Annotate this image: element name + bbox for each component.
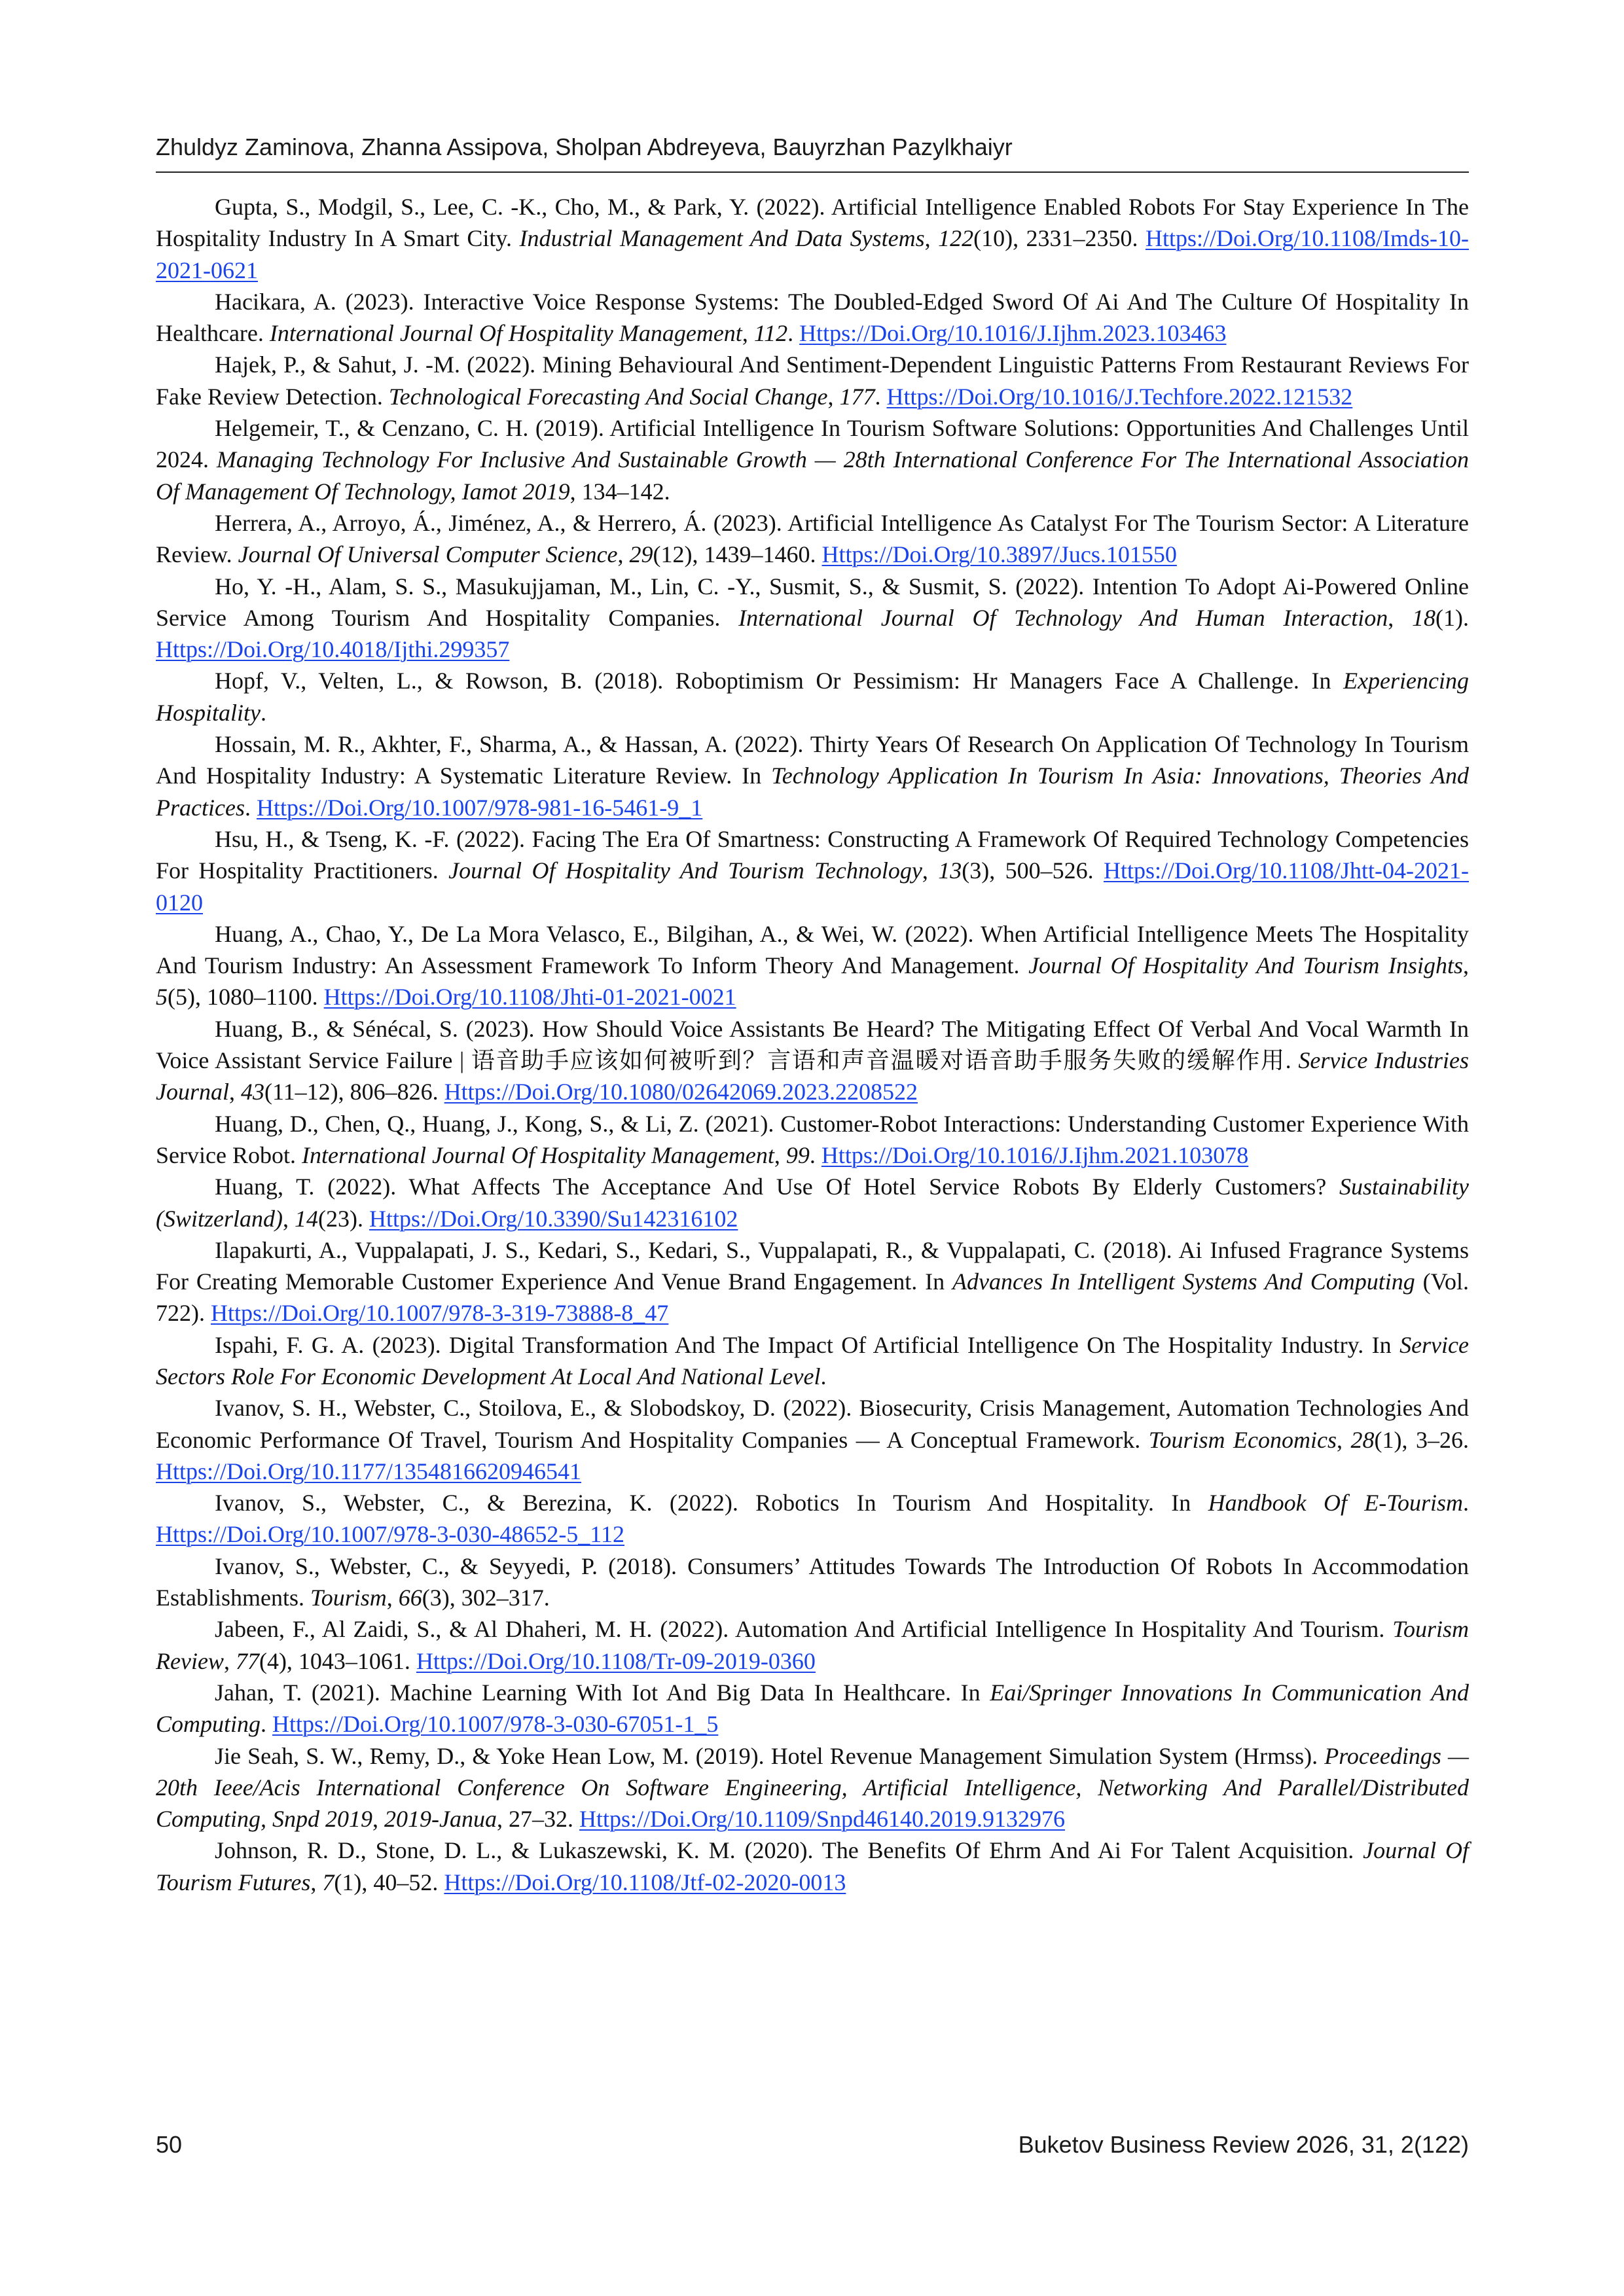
doi-link[interactable]: Https://Doi.Org/10.1108/Jhti-01-2021-0021 bbox=[323, 984, 736, 1011]
reference-entry: Ivanov, S. H., Webster, C., Stoilova, E., & Slobodskoy, D. (2022). Biosecurity, Crisis Management, Automation Technologies And Economic Performance Of Travel, Tourism And Hospitality Companies — A Conceptual Framework. Tourism Economics, 28(1), 3–26. Https://Doi.Org/10.1177/1354816620946541 bbox=[156, 1395, 1469, 1484]
reference-list bbox=[156, 191, 1469, 1898]
reference-volume: 28 bbox=[1350, 1426, 1375, 1453]
doi-link[interactable]: Https://Doi.Org/10.1177/1354816620946541 bbox=[156, 1458, 582, 1484]
reference-entry: Herrera, A., Arroyo, Á., Jiménez, A., & Herrero, Á. (2023). Artificial Intelligence As Catalyst For The Tourism Sector: A Literature Review. Journal Of Universal Computer Science, 29(12), 1439–1460. Https://Doi.Org/10.3897/Jucs.101550 bbox=[156, 509, 1469, 568]
reference-source: Handbook Of E-Tourism bbox=[1208, 1490, 1463, 1516]
page-footer bbox=[156, 2130, 1469, 2159]
reference-entry: Huang, T. (2022). What Affects The Acceptance And Use Of Hotel Service Robots By Elderly Customers? Sustainability (Switzerland), 14(23). Https://Doi.Org/10.3390/Su142316102 bbox=[156, 1174, 1469, 1232]
reference-volume: 13 bbox=[938, 857, 962, 884]
reference-entry: Ilapakurti, A., Vuppalapati, J. S., Kedari, S., Kedari, S., Vuppalapati, R., & Vuppalapati, C. (2018). Ai Infused Fragrance Systems For Creating Memorable Customer Experience And Venue Brand Engagement. In Advances In Intelligent Systems And Computing (Vol. 722). Https://Doi.Org/10.1007/978-3-319-73888-8_47 bbox=[156, 1236, 1469, 1327]
reference-source: Journal Of Universal Computer Science bbox=[238, 541, 618, 568]
reference-entry: Jie Seah, S. W., Remy, D., & Yoke Hean Low, M. (2019). Hotel Revenue Management Simulation System (Hrmss). Proceedings — 20th Ieee/Acis International Conference On Software Engineering, Artificial Intelligence, Networking And Parallel/Distributed Computing, Snpd 2019, 2019-Janua, 27–32. Https://Doi.Org/10.1109/Snpd46140.2019.9132976 bbox=[156, 1742, 1469, 1833]
reference-entry: Hsu, H., & Tseng, K. -F. (2022). Facing The Era Of Smartness: Constructing A Framework Of Required Technology Competencies For Hospitality Practitioners. Journal Of Hospitality And Tourism Technology, 13(3), 500–526. Https://Doi.Org/10.1108/Jhtt-04-2021-0120 bbox=[156, 825, 1469, 916]
reference-source: Technological Forecasting And Social Change bbox=[388, 383, 828, 410]
reference-source: Proceedings — 20th Ieee/Acis International Conference On Software Engineering, Artificial Intelligence, Networking And Parallel/Distributed Computing, Snpd 2019 bbox=[156, 1742, 1469, 1833]
reference-source: Industrial Management And Data Systems bbox=[519, 225, 925, 252]
reference-entry: Ivanov, S., Webster, C., & Berezina, K. (2022). Robotics In Tourism And Hospitality. In Handbook Of E-Tourism. Https://Doi.Org/10.1007/978-3-030-48652-5_112 bbox=[156, 1490, 1469, 1548]
doi-link[interactable]: Https://Doi.Org/10.4018/Ijthi.299357 bbox=[156, 636, 510, 663]
reference-source: Managing Technology For Inclusive And Sustainable Growth — 28th International Conference For The International Association Of Management Of Technology, Iamot 2019 bbox=[156, 446, 1470, 505]
reference-entry: Huang, A., Chao, Y., De La Mora Velasco, E., Bilgihan, A., & Wei, W. (2022). When Artificial Intelligence Meets The Hospitality And Tourism Industry: An Assessment Framework To Inform Theory And Management. Journal Of Hospitality And Tourism Insights, 5(5), 1080–1100. Https://Doi.Org/10.1108/Jhti-01-2021-0021 bbox=[156, 920, 1469, 1011]
doi-link[interactable]: Https://Doi.Org/10.1007/978-981-16-5461-9_1 bbox=[256, 794, 703, 821]
reference-source: Journal Of Hospitality And Tourism Technology bbox=[448, 857, 922, 884]
doi-link[interactable]: Https://Doi.Org/10.1108/Tr-09-2019-0360 bbox=[416, 1647, 816, 1674]
reference-source: Tourism Review bbox=[156, 1616, 1469, 1674]
reference-volume: 66 bbox=[398, 1585, 422, 1611]
reference-volume: 177 bbox=[839, 383, 875, 410]
reference-entry: Johnson, R. D., Stone, D. L., & Lukaszewski, K. M. (2020). The Benefits Of Ehrm And Ai For Talent Acquisition. Journal Of Tourism Futures, 7(1), 40–52. Https://Doi.Org/10.1108/Jtf-02-2020-0013 bbox=[156, 1837, 1469, 1895]
doi-link[interactable]: Https://Doi.Org/10.1016/J.Techfore.2022.121532 bbox=[886, 383, 1353, 410]
doi-link[interactable]: Https://Doi.Org/10.3897/Jucs.101550 bbox=[821, 541, 1177, 568]
page-number: 50 bbox=[156, 2131, 183, 2158]
reference-source: International Journal Of Technology And Human Interaction bbox=[738, 604, 1388, 631]
reference-volume: 18 bbox=[1412, 604, 1436, 631]
reference-entry: Hajek, P., & Sahut, J. -M. (2022). Mining Behavioural And Sentiment-Dependent Linguistic Patterns From Restaurant Reviews For Fake Review Detection. Technological Forecasting And Social Change, 177. Https://Doi.Org/10.1016/J.Techfore.2022.121532 bbox=[156, 351, 1469, 410]
reference-source: Technology Application In Tourism In Asia: Innovations, Theories And Practices bbox=[156, 762, 1469, 821]
reference-source: Tourism bbox=[310, 1585, 387, 1611]
reference-volume: 77 bbox=[235, 1647, 259, 1674]
reference-entry: Ispahi, F. G. A. (2023). Digital Transformation And The Impact Of Artificial Intelligence On The Hospitality Industry. In Service Sectors Role For Economic Development At Local And National Level. bbox=[156, 1331, 1469, 1390]
reference-entry: Ho, Y. -H., Alam, S. S., Masukujjaman, M., Lin, C. -Y., Susmit, S., & Susmit, S. (2022). Intention To Adopt Ai-Powered Online Service Among Tourism And Hospitality Companies. International Journal Of Technology And Human Interaction, 18(1). Https://Doi.Org/10.4018/Ijthi.299357 bbox=[156, 573, 1469, 663]
doi-link[interactable]: Https://Doi.Org/10.1108/Jtf-02-2020-0013 bbox=[444, 1869, 846, 1895]
doi-link[interactable]: Https://Doi.Org/10.3390/Su142316102 bbox=[369, 1205, 738, 1232]
reference-entry: Huang, D., Chen, Q., Huang, J., Kong, S., & Li, Z. (2021). Customer-Robot Interactions: Understanding Customer Experience With Service Robot. International Journal Of Hospitality Management, 99. Https://Doi.Org/10.1016/J.Ijhm.2021.103078 bbox=[156, 1110, 1469, 1168]
doi-link[interactable]: Https://Doi.Org/10.1007/978-3-030-67051-1_5 bbox=[272, 1711, 719, 1738]
reference-source: Advances In Intelligent Systems And Computing bbox=[952, 1268, 1415, 1295]
reference-entry: Hossain, M. R., Akhter, F., Sharma, A., & Hassan, A. (2022). Thirty Years Of Research On Application Of Technology In Tourism And Hospitality Industry: A Systematic Literature Review. In Technology Application In Tourism In Asia: Innovations, Theories And Practices. Https://Doi.Org/10.1007/978-981-16-5461-9_1 bbox=[156, 731, 1469, 821]
doi-link[interactable]: Https://Doi.Org/10.1109/Snpd46140.2019.9132976 bbox=[579, 1806, 1066, 1833]
running-header-authors: Zhuldyz Zaminova, Zhanna Assipova, Sholpan Abdreyeva, Bauyrzhan Pazylkhaiyr bbox=[156, 134, 1013, 160]
reference-volume: 2019-Janua bbox=[384, 1806, 497, 1833]
reference-source: Journal Of Hospitality And Tourism Insights bbox=[1028, 952, 1463, 979]
reference-volume: 29 bbox=[629, 541, 653, 568]
reference-entry: Hacikara, A. (2023). Interactive Voice Response Systems: The Doubled-Edged Sword Of Ai And The Culture Of Hospitality In Healthcare. International Journal Of Hospitality Management, 112. Https://Doi.Org/10.1016/J.Ijhm.2023.103463 bbox=[156, 288, 1469, 347]
reference-source: Tourism Economics bbox=[1148, 1426, 1337, 1453]
header-divider bbox=[156, 171, 1469, 173]
reference-source: International Journal Of Hospitality Management bbox=[269, 320, 742, 347]
reference-volume: 14 bbox=[295, 1205, 318, 1232]
reference-entry: Ivanov, S., Webster, C., & Seyyedi, P. (2018). Consumers’ Attitudes Towards The Introduction Of Robots In Accommodation Establishments. Tourism, 66(3), 302–317. bbox=[156, 1552, 1469, 1611]
reference-volume: 43 bbox=[241, 1079, 264, 1105]
reference-volume: 7 bbox=[322, 1869, 334, 1895]
reference-source: Service Sectors Role For Economic Development At Local And National Level bbox=[156, 1331, 1469, 1390]
reference-source: Eai/Springer Innovations In Communication And Computing bbox=[156, 1679, 1470, 1738]
doi-link[interactable]: Https://Doi.Org/10.1007/978-3-319-73888-8_47 bbox=[211, 1300, 669, 1327]
doi-link[interactable]: Https://Doi.Org/10.1007/978-3-030-48652-5_112 bbox=[156, 1521, 624, 1548]
reference-volume: 5 bbox=[156, 984, 168, 1011]
reference-volume: 99 bbox=[785, 1141, 810, 1168]
reference-entry: Huang, B., & Sénécal, S. (2023). How Should Voice Assistants Be Heard? The Mitigating Effect Of Verbal And Vocal Warmth In Voice Assistant Service Failure | 语音助手应该如何被听到？言语和声音温暖对语音助手服务失败的缓解作用. Service Industries Journal, 43(11–12), 806–826. Https://Doi.Org/10.1080/02642069.2023.2208522 bbox=[156, 1015, 1469, 1105]
reference-volume: 112 bbox=[753, 320, 788, 347]
journal-citation: Buketov Business Review 2026, 31, 2(122) bbox=[1018, 2131, 1469, 2158]
doi-link[interactable]: Https://Doi.Org/10.1080/02642069.2023.2208522 bbox=[444, 1079, 918, 1105]
doi-link[interactable]: Https://Doi.Org/10.1108/Jhtt-04-2021-0120 bbox=[156, 857, 1469, 916]
reference-source: Experiencing Hospitality bbox=[156, 668, 1469, 726]
reference-entry: Gupta, S., Modgil, S., Lee, C. -K., Cho, M., & Park, Y. (2022). Artificial Intelligence Enabled Robots For Stay Experience In The Hospitality Industry In A Smart City. Industrial Management And Data Systems, 122(10), 2331–2350. Https://Doi.Org/10.1108/Imds-10-2021-0621 bbox=[156, 194, 1470, 283]
reference-source: Sustainability (Switzerland) bbox=[156, 1174, 1469, 1232]
reference-source: Service Industries Journal bbox=[156, 1047, 1469, 1105]
reference-source: International Journal Of Hospitality Management bbox=[301, 1141, 774, 1168]
reference-entry: Jahan, T. (2021). Machine Learning With Iot And Big Data In Healthcare. In Eai/Springer Innovations In Communication And Computing. Https://Doi.Org/10.1007/978-3-030-67051-1_5 bbox=[156, 1679, 1470, 1738]
doi-link[interactable]: Https://Doi.Org/10.1108/Imds-10-2021-0621 bbox=[156, 225, 1470, 283]
doi-link[interactable]: Https://Doi.Org/10.1016/J.Ijhm.2023.103463 bbox=[799, 320, 1227, 347]
reference-entry: Jabeen, F., Al Zaidi, S., & Al Dhaheri, M. H. (2022). Automation And Artificial Intelligence In Hospitality And Tourism. Tourism Review, 77(4), 1043–1061. Https://Doi.Org/10.1108/Tr-09-2019-0360 bbox=[156, 1616, 1469, 1674]
reference-entry: Helgemeir, T., & Cenzano, C. H. (2019). Artificial Intelligence In Tourism Software Solutions: Opportunities And Challenges Until 2024. Managing Technology For Inclusive And Sustainable Growth — 28th International Conference For The International Association Of Management Of Technology, Iamot 2019, 134–142. bbox=[156, 415, 1470, 505]
reference-volume: 122 bbox=[938, 225, 974, 252]
reference-entry: Hopf, V., Velten, L., & Rowson, B. (2018). Roboptimism Or Pessimism: Hr Managers Face A Challenge. In Experiencing Hospitality. bbox=[156, 668, 1469, 726]
doi-link[interactable]: Https://Doi.Org/10.1016/J.Ijhm.2021.103078 bbox=[821, 1141, 1249, 1168]
reference-source: Journal Of Tourism Futures bbox=[156, 1837, 1469, 1895]
